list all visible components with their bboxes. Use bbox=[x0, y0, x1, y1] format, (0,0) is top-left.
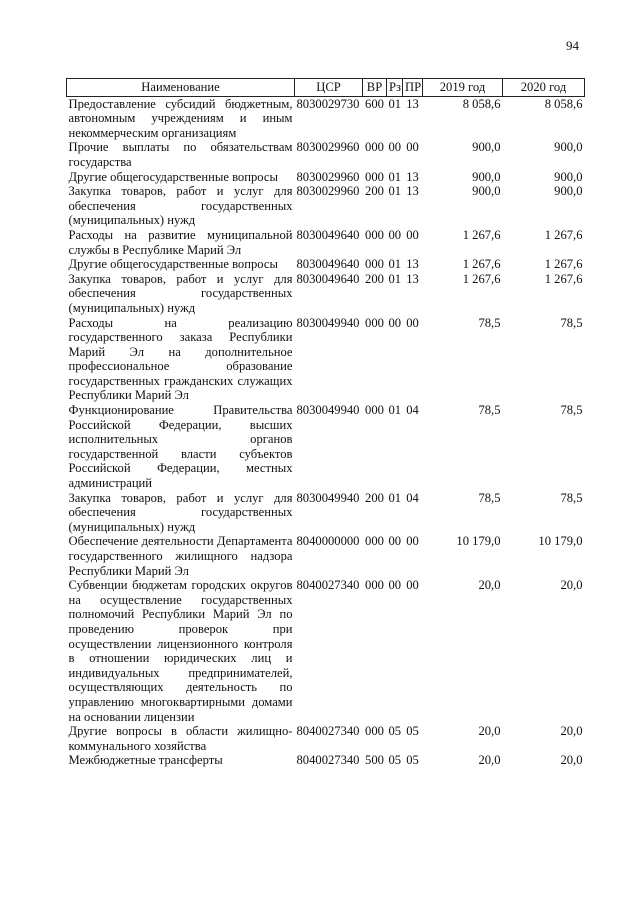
row-2019-cell: 8 058,6 bbox=[462, 96, 501, 111]
row-2020-cell: 900,0 bbox=[554, 169, 583, 184]
row-2019-cell: 1 267,6 bbox=[462, 271, 501, 286]
table-row bbox=[67, 140, 585, 169]
row-pr-cell: 05 bbox=[406, 753, 419, 768]
row-name-cell: Функционирование Правительства Российской Федерации, высших исполнительных органов государственной власти субъектов Российской Федерации, местных администраций bbox=[68, 403, 293, 491]
header-2019: 2019 год bbox=[423, 79, 503, 97]
row-2019-cell: 20,0 bbox=[478, 724, 501, 739]
row-csr-cell: 8030049940 bbox=[296, 315, 360, 330]
row-rz-cell: 01 bbox=[388, 403, 402, 418]
row-2020-cell: 1 267,6 bbox=[544, 257, 583, 272]
row-csr-cell: 8040027340 bbox=[296, 753, 360, 768]
row-rz-cell: 00 bbox=[388, 227, 402, 242]
row-vr-cell: 000 bbox=[365, 534, 384, 549]
row-csr-cell: 8040027340 bbox=[296, 724, 360, 739]
row-2020-cell: 1 267,6 bbox=[544, 271, 583, 286]
row-csr-cell: 8030049940 bbox=[296, 403, 360, 418]
row-name-cell: Закупка товаров, работ и услуг для обеспечения государственных (муниципальных) нужд bbox=[68, 184, 293, 228]
row-2020-cell: 900,0 bbox=[554, 140, 583, 155]
row-name-cell: Другие вопросы в области жилищно-коммунального хозяйства bbox=[68, 724, 293, 753]
row-rz-cell: 00 bbox=[388, 140, 402, 155]
budget-table bbox=[66, 78, 585, 768]
table-row bbox=[67, 403, 585, 491]
table-row bbox=[67, 578, 585, 724]
row-rz-cell: 01 bbox=[388, 184, 402, 199]
row-csr-cell: 8040027340 bbox=[296, 578, 360, 593]
row-name-cell: Закупка товаров, работ и услуг для обеспечения государственных (муниципальных) нужд bbox=[68, 271, 293, 315]
row-pr-cell: 13 bbox=[406, 257, 419, 272]
row-vr-cell: 500 bbox=[365, 753, 384, 768]
row-vr-cell: 000 bbox=[365, 227, 384, 242]
row-2020-cell: 20,0 bbox=[560, 724, 583, 739]
row-2019-cell: 1 267,6 bbox=[462, 227, 501, 242]
row-2019-cell: 78,5 bbox=[478, 315, 501, 330]
row-vr-cell: 000 bbox=[365, 169, 384, 184]
table-row bbox=[67, 228, 585, 257]
row-vr-cell: 000 bbox=[365, 257, 384, 272]
row-rz-cell: 00 bbox=[388, 578, 402, 593]
row-name-cell: Расходы на реализацию государственного заказа Республики Марий Эл на дополнительное профессиональное образование государственных гражданских служащих Республики Марий Эл bbox=[68, 315, 293, 403]
row-pr-cell: 00 bbox=[406, 534, 419, 549]
row-pr-cell: 00 bbox=[406, 227, 419, 242]
row-csr-cell: 8030049640 bbox=[296, 271, 360, 286]
row-name-cell: Другие общегосударственные вопросы bbox=[68, 169, 278, 184]
row-pr-cell: 05 bbox=[406, 724, 419, 739]
row-vr-cell: 000 bbox=[365, 140, 384, 155]
table-row bbox=[67, 534, 585, 578]
row-vr-cell: 200 bbox=[365, 271, 384, 286]
row-vr-cell: 000 bbox=[365, 403, 384, 418]
row-vr-cell: 600 bbox=[365, 96, 384, 111]
row-name-cell: Другие общегосударственные вопросы bbox=[68, 257, 278, 272]
page-number: 94 bbox=[566, 38, 579, 53]
table-row bbox=[67, 184, 585, 228]
row-pr-cell: 00 bbox=[406, 578, 419, 593]
row-name-cell: Обеспечение деятельности Департамента государственного жилищного надзора Республики Марий Эл bbox=[68, 534, 293, 578]
row-pr-cell: 00 bbox=[406, 140, 419, 155]
row-pr-cell: 13 bbox=[406, 184, 419, 199]
row-vr-cell: 200 bbox=[365, 184, 384, 199]
row-pr-cell: 04 bbox=[406, 490, 419, 505]
row-pr-cell: 13 bbox=[406, 271, 419, 286]
row-csr-cell: 8040000000 bbox=[296, 534, 360, 549]
table-row bbox=[67, 257, 585, 272]
row-vr-cell: 000 bbox=[365, 724, 384, 739]
table-row bbox=[67, 753, 585, 768]
row-2019-cell: 20,0 bbox=[478, 753, 501, 768]
row-2019-cell: 900,0 bbox=[472, 140, 501, 155]
row-csr-cell: 8030049640 bbox=[296, 227, 360, 242]
row-2020-cell: 78,5 bbox=[560, 490, 583, 505]
table-row bbox=[67, 96, 585, 140]
header-vr: ВР bbox=[363, 79, 387, 97]
row-csr-cell: 8030049940 bbox=[296, 490, 360, 505]
row-name-cell: Субвенции бюджетам городских округов на осуществление государственных полномочий Республики Марий Эл по проведению проверок при осуществлении лицензионного контроля в отношении юридических лиц и индивидуальных предпринимателей, осуществляющих деятельность по управлению многоквартирными домами на основании лицензии bbox=[68, 578, 293, 724]
row-name-cell: Предоставление субсидий бюджетным, автономным учреждениям и иным некоммерческим организациям bbox=[68, 96, 293, 140]
row-name-cell: Межбюджетные трансферты bbox=[68, 753, 223, 768]
row-2019-cell: 78,5 bbox=[478, 490, 501, 505]
row-pr-cell: 04 bbox=[406, 403, 419, 418]
row-rz-cell: 05 bbox=[388, 753, 402, 768]
row-2019-cell: 900,0 bbox=[472, 184, 501, 199]
row-2020-cell: 8 058,6 bbox=[544, 96, 583, 111]
header-csr: ЦСР bbox=[295, 79, 363, 97]
row-rz-cell: 01 bbox=[388, 271, 402, 286]
row-rz-cell: 01 bbox=[388, 169, 402, 184]
row-csr-cell: 8030029960 bbox=[296, 140, 360, 155]
row-2020-cell: 1 267,6 bbox=[544, 227, 583, 242]
row-rz-cell: 00 bbox=[388, 315, 402, 330]
row-2020-cell: 10 179,0 bbox=[538, 534, 583, 549]
row-2019-cell: 10 179,0 bbox=[456, 534, 501, 549]
row-csr-cell: 8030029960 bbox=[296, 169, 360, 184]
table-row bbox=[67, 272, 585, 316]
table-header-row bbox=[67, 79, 585, 97]
row-2019-cell: 1 267,6 bbox=[462, 257, 501, 272]
row-rz-cell: 05 bbox=[388, 724, 402, 739]
header-pr: ПР bbox=[403, 79, 423, 97]
row-2020-cell: 78,5 bbox=[560, 403, 583, 418]
row-pr-cell: 13 bbox=[406, 96, 419, 111]
row-2020-cell: 20,0 bbox=[560, 753, 583, 768]
row-2020-cell: 78,5 bbox=[560, 315, 583, 330]
row-pr-cell: 00 bbox=[406, 315, 419, 330]
row-vr-cell: 000 bbox=[365, 315, 384, 330]
row-csr-cell: 8030029960 bbox=[296, 184, 360, 199]
row-csr-cell: 8030049640 bbox=[296, 257, 360, 272]
row-2020-cell: 900,0 bbox=[554, 184, 583, 199]
table-row bbox=[67, 491, 585, 535]
row-vr-cell: 200 bbox=[365, 490, 384, 505]
header-2020: 2020 год bbox=[503, 79, 585, 97]
table-body bbox=[67, 96, 585, 768]
row-name-cell: Закупка товаров, работ и услуг для обеспечения государственных (муниципальных) нужд bbox=[68, 490, 293, 534]
row-vr-cell: 000 bbox=[365, 578, 384, 593]
row-rz-cell: 01 bbox=[388, 257, 402, 272]
row-2019-cell: 78,5 bbox=[478, 403, 501, 418]
row-name-cell: Прочие выплаты по обязательствам государства bbox=[68, 140, 293, 169]
table-row bbox=[67, 316, 585, 404]
row-2020-cell: 20,0 bbox=[560, 578, 583, 593]
table-row bbox=[67, 724, 585, 753]
row-2019-cell: 20,0 bbox=[478, 578, 501, 593]
row-csr-cell: 8030029730 bbox=[296, 96, 360, 111]
header-rz: Рз bbox=[387, 79, 403, 97]
row-rz-cell: 00 bbox=[388, 534, 402, 549]
row-rz-cell: 01 bbox=[388, 490, 402, 505]
row-rz-cell: 01 bbox=[388, 96, 402, 111]
row-pr-cell: 13 bbox=[406, 169, 419, 184]
table-row bbox=[67, 170, 585, 185]
row-name-cell: Расходы на развитие муниципальной службы в Республике Марий Эл bbox=[68, 227, 293, 257]
header-name: Наименование bbox=[67, 79, 295, 97]
row-2019-cell: 900,0 bbox=[472, 169, 501, 184]
